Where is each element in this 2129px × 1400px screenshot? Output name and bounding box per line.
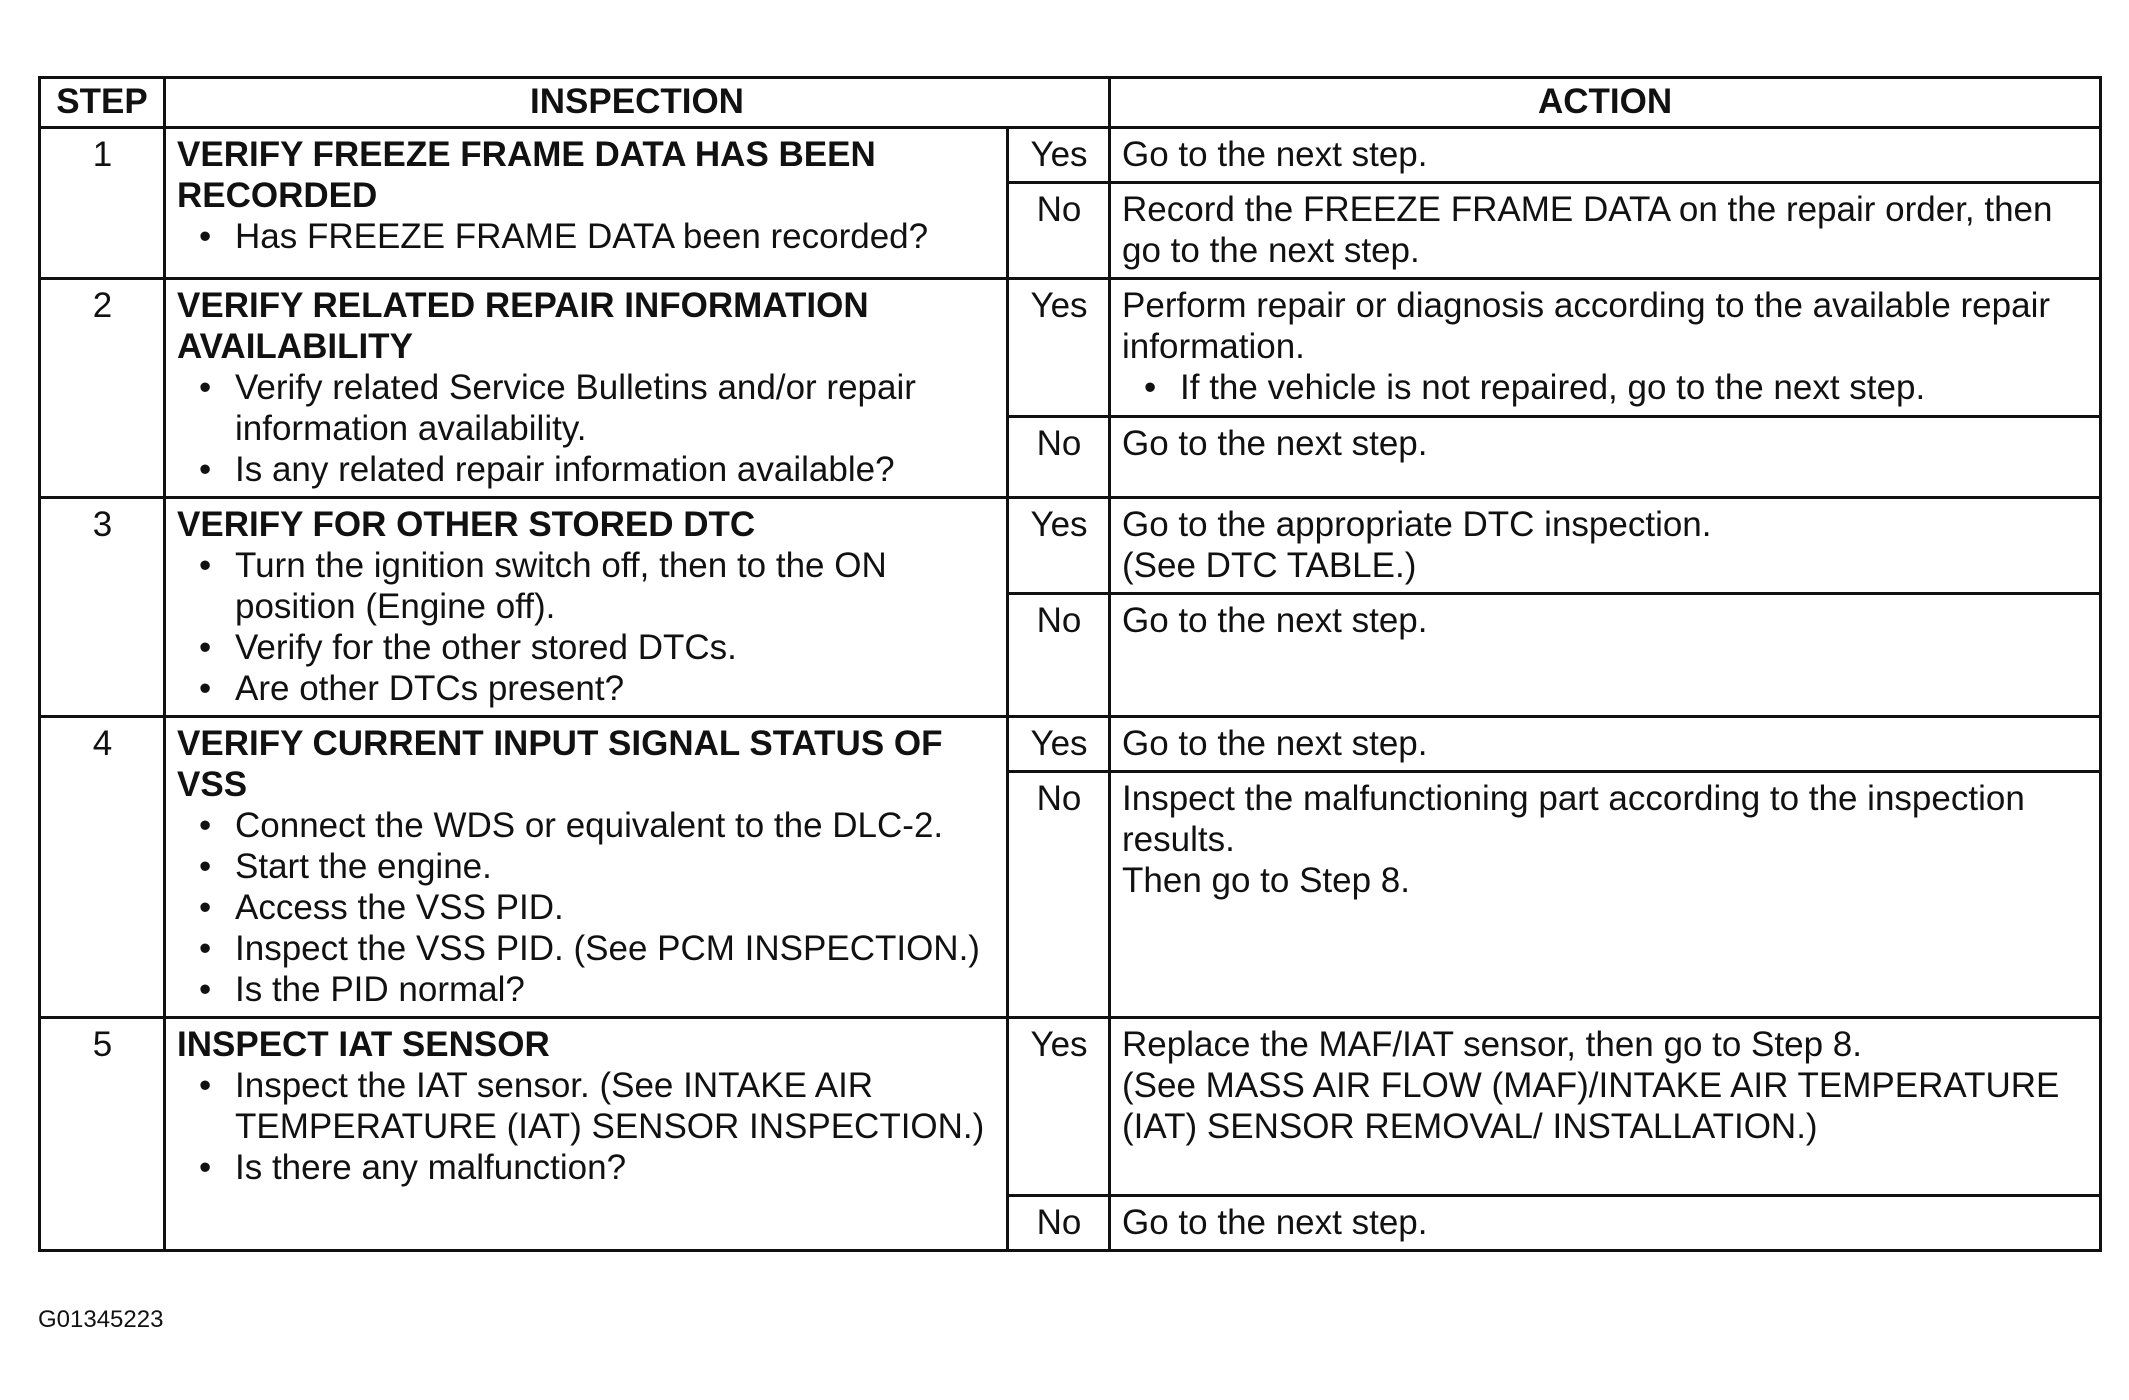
- inspection-bullet: • Inspect the IAT sensor. (See INTAKE AIR TEMPERATURE (IAT) SENSOR INSPECTION.): [177, 1065, 996, 1147]
- table-body: [40, 128, 2101, 1251]
- header-inspection: INSPECTION: [165, 78, 1110, 128]
- inspection-cell: [165, 128, 1008, 279]
- no-action: [1110, 772, 2101, 1018]
- action-line: Go to the appropriate DTC inspection.: [1122, 505, 1712, 544]
- inspection-bullet-list: [177, 1065, 996, 1188]
- action-line: Perform repair or diagnosis according to the available repair information.: [1122, 286, 2050, 366]
- yes-action: [1110, 717, 2101, 772]
- inspection-bullet-list: [177, 805, 996, 1010]
- no-label: No: [1008, 1196, 1110, 1251]
- step-number: 4: [40, 717, 165, 1018]
- yes-action: [1110, 1018, 2101, 1196]
- step-title: VERIFY RELATED REPAIR INFORMATION AVAILABILITY: [177, 286, 869, 366]
- no-action: [1110, 594, 2101, 717]
- no-label: No: [1008, 183, 1110, 279]
- no-label: No: [1008, 417, 1110, 498]
- action-bullet: • If the vehicle is not repaired, go to the next step.: [1122, 367, 2089, 408]
- inspection-bullet-list: [177, 545, 996, 709]
- action-line: Inspect the malfunctioning part according to the inspection results.: [1122, 779, 2025, 859]
- inspection-table: [38, 76, 2102, 1252]
- table-row: [40, 279, 2101, 417]
- action-line: Go to the next step.: [1122, 1203, 1428, 1242]
- header-step: STEP: [40, 78, 165, 128]
- inspection-cell: [165, 1018, 1008, 1251]
- inspection-bullet: • Start the engine.: [177, 846, 996, 887]
- inspection-bullet: • Is the PID normal?: [177, 969, 996, 1010]
- step-number: 1: [40, 128, 165, 279]
- inspection-bullet: • Turn the ignition switch off, then to the ON position (Engine off).: [177, 545, 996, 627]
- step-title: VERIFY FREEZE FRAME DATA HAS BEEN RECORDED: [177, 135, 876, 215]
- step-number: 2: [40, 279, 165, 498]
- inspection-bullet-list: [177, 216, 996, 257]
- inspection-bullet-list: [177, 367, 996, 490]
- inspection-cell: [165, 498, 1008, 717]
- inspection-bullet: • Inspect the VSS PID. (See PCM INSPECTION.): [177, 928, 996, 969]
- yes-label: Yes: [1008, 498, 1110, 594]
- inspection-bullet: • Connect the WDS or equivalent to the DLC-2.: [177, 805, 996, 846]
- yes-label: Yes: [1008, 128, 1110, 183]
- inspection-cell: [165, 717, 1008, 1018]
- action-line: (See DTC TABLE.): [1122, 546, 1417, 585]
- action-bullet-list: [1122, 367, 2089, 408]
- step-number: 5: [40, 1018, 165, 1251]
- header-action: ACTION: [1110, 78, 2101, 128]
- yes-label: Yes: [1008, 717, 1110, 772]
- inspection-bullet: • Verify related Service Bulletins and/or repair information availability.: [177, 367, 996, 449]
- no-action: [1110, 417, 2101, 498]
- no-label: No: [1008, 772, 1110, 1018]
- action-line: Go to the next step.: [1122, 601, 1428, 640]
- action-line: Record the FREEZE FRAME DATA on the repair order, then go to the next step.: [1122, 190, 2053, 270]
- yes-action: [1110, 498, 2101, 594]
- yes-action: [1110, 128, 2101, 183]
- action-line: Go to the next step.: [1122, 135, 1428, 174]
- no-action: [1110, 1196, 2101, 1251]
- action-line: Go to the next step.: [1122, 424, 1428, 463]
- table-row: [40, 717, 2101, 772]
- inspection-bullet: • Are other DTCs present?: [177, 668, 996, 709]
- inspection-bullet: • Is any related repair information available?: [177, 449, 996, 490]
- action-line: (See MASS AIR FLOW (MAF)/INTAKE AIR TEMPERATURE (IAT) SENSOR REMOVAL/ INSTALLATION.): [1122, 1066, 2060, 1146]
- action-line: Replace the MAF/IAT sensor, then go to Step 8.: [1122, 1025, 1862, 1064]
- table-row: [40, 1018, 2101, 1196]
- inspection-bullet: • Has FREEZE FRAME DATA been recorded?: [177, 216, 996, 257]
- step-title: VERIFY FOR OTHER STORED DTC: [177, 505, 756, 544]
- yes-label: Yes: [1008, 279, 1110, 417]
- action-line: Go to the next step.: [1122, 724, 1428, 763]
- no-label: No: [1008, 594, 1110, 717]
- figure-id: G01345223: [38, 1306, 164, 1333]
- step-number: 3: [40, 498, 165, 717]
- step-title: VERIFY CURRENT INPUT SIGNAL STATUS OF VSS: [177, 724, 943, 804]
- action-line: Then go to Step 8.: [1122, 861, 1410, 900]
- inspection-bullet: • Access the VSS PID.: [177, 887, 996, 928]
- yes-label: Yes: [1008, 1018, 1110, 1196]
- inspection-cell: [165, 279, 1008, 498]
- table-row: [40, 128, 2101, 183]
- yes-action: [1110, 279, 2101, 417]
- inspection-bullet: • Is there any malfunction?: [177, 1147, 996, 1188]
- no-action: [1110, 183, 2101, 279]
- step-title: INSPECT IAT SENSOR: [177, 1025, 550, 1064]
- table-row: [40, 498, 2101, 594]
- inspection-bullet: • Verify for the other stored DTCs.: [177, 627, 996, 668]
- table-header-row: [40, 78, 2101, 128]
